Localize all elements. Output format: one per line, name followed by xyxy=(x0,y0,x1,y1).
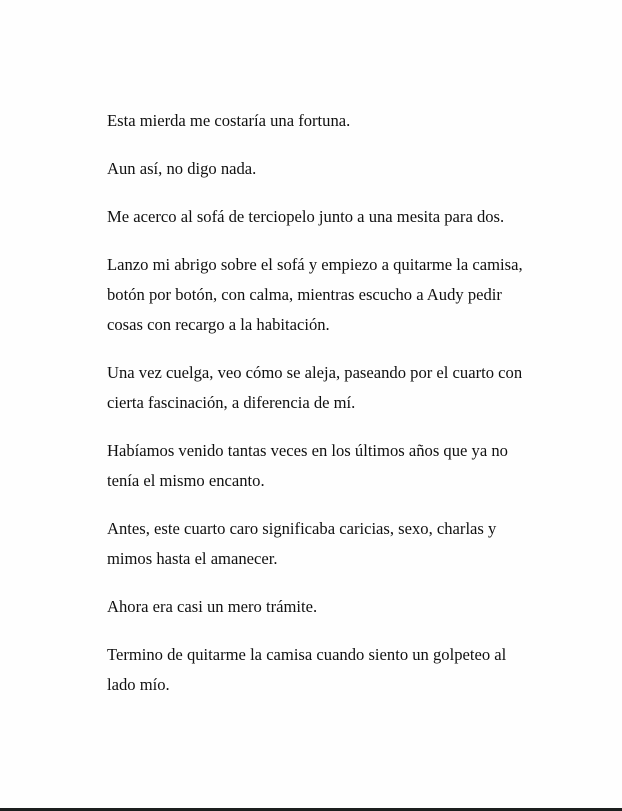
paragraph: Ahora era casi un mero trámite. xyxy=(107,597,318,616)
paragraph: Me acerco al sofá de terciopelo junto a una mesita para dos. xyxy=(107,207,505,226)
paragraph: Habíamos venido tantas veces en los últimos años que ya no tenía el mismo encanto. xyxy=(107,441,508,490)
paragraph: Antes, este cuarto caro significaba caricias, sexo, charlas y mimos hasta el amanecer. xyxy=(107,519,497,568)
paragraph: Aun así, no digo nada. xyxy=(107,159,257,178)
paragraph: Una vez cuelga, veo cómo se aleja, paseando por el cuarto con cierta fascinación, a diferencia de mí. xyxy=(107,363,523,412)
paragraph: Termino de quitarme la camisa cuando siento un golpeteo al lado mío. xyxy=(107,645,507,694)
document-text-body xyxy=(107,106,527,718)
paragraph: Esta mierda me costaría una fortuna. xyxy=(107,111,351,130)
paragraph: Lanzo mi abrigo sobre el sofá y empiezo a quitarme la camisa, botón por botón, con calma, mientras escucho a Audy pedir cosas con recargo a la habitación. xyxy=(107,255,523,334)
